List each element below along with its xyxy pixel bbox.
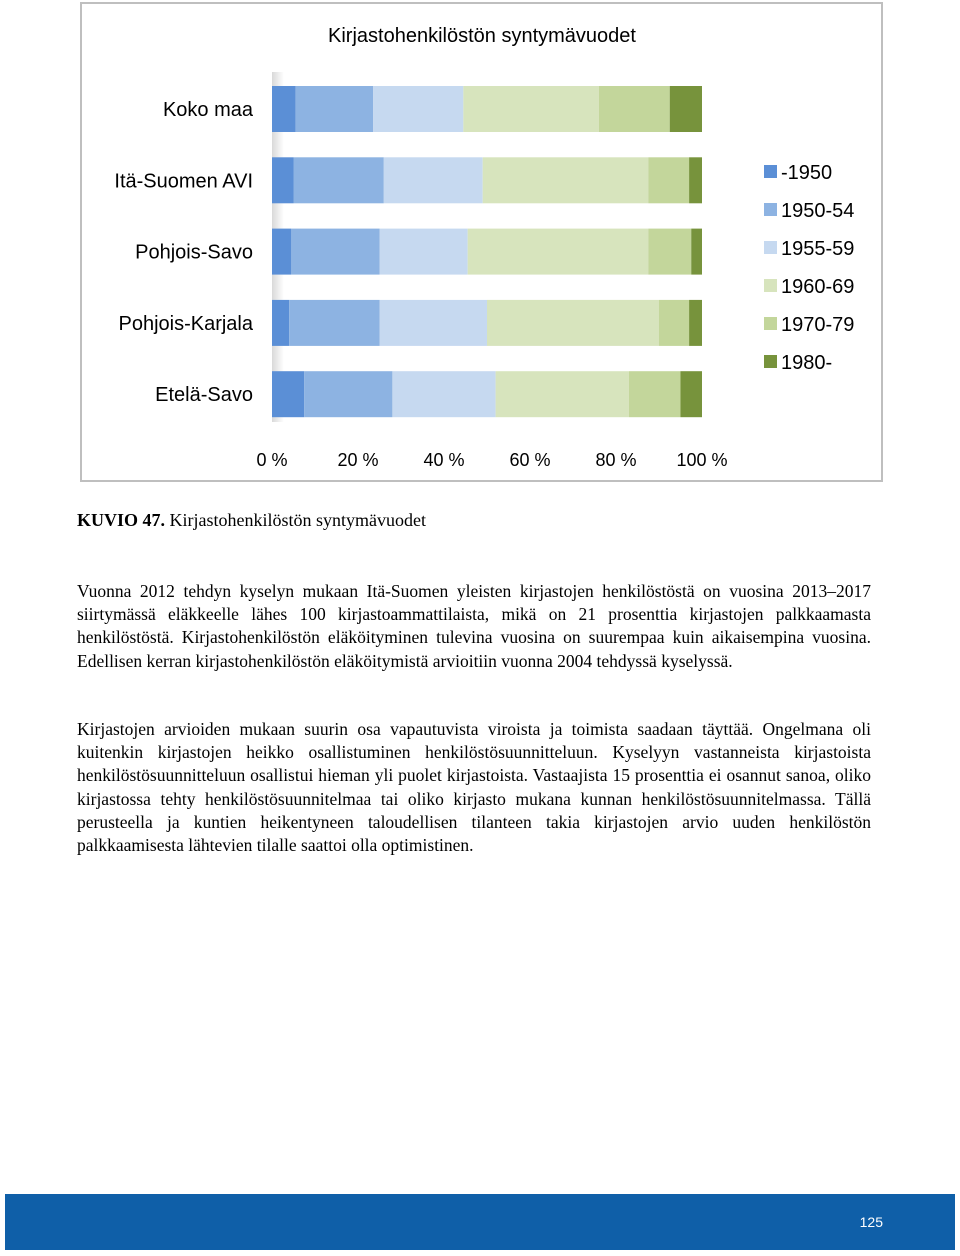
bar-segment	[384, 157, 483, 203]
legend-label: 1950-54	[781, 200, 855, 222]
x-tick-label: 20 %	[337, 450, 379, 470]
bar-segment	[487, 300, 659, 346]
bar-segment	[689, 300, 702, 346]
x-tick-label: 60 %	[509, 450, 551, 470]
bar-segment	[483, 157, 649, 203]
bar-segment	[304, 371, 392, 417]
bar-segment	[296, 86, 373, 132]
bar-segment	[380, 300, 488, 346]
legend-label: 1955-59	[781, 238, 855, 260]
bar-segment	[689, 157, 702, 203]
legend-label: 1970-79	[781, 314, 855, 336]
bar-segment	[289, 300, 379, 346]
footer-bar	[5, 1194, 955, 1250]
bar-segment	[272, 157, 294, 203]
category-label: Pohjois-Savo	[135, 241, 253, 264]
legend-label: 1980-	[781, 352, 833, 374]
category-labels	[114, 99, 253, 406]
category-label: Pohjois-Karjala	[118, 312, 253, 335]
body-paragraph-1: Vuonna 2012 tehdyn kyselyn mukaan Itä-Suomen yleisten kirjastojen henkilöstöstä on vuosina 2013–2017 siirtymässä eläkkeelle lähes 100 kirjastoammattilaista, mikä on 21 prosenttia kirjastojen palkkaamasta henkilöstöstä. Kirjastohenkilöstön eläköityminen tulevina vuosina on suurempaa kuin aikaisempina vuosina. Edellisen kerran kirjastohenkilöstön eläköitymistä arvioitiin vuonna 2004 tehdyssä kyselyssä.	[77, 581, 871, 671]
figure-caption	[77, 510, 426, 531]
bar-segment	[681, 371, 703, 417]
chart-frame	[80, 2, 883, 482]
bar-segment	[691, 229, 702, 275]
legend-swatch	[764, 165, 777, 178]
legend-label: -1950	[781, 162, 833, 184]
bar-segment	[463, 86, 598, 132]
category-label: Itä-Suomen AVI	[114, 170, 253, 193]
bar-segment	[291, 229, 379, 275]
legend-label: 1960-69	[781, 276, 855, 298]
legend-swatch	[764, 241, 777, 254]
bar-segment	[294, 157, 384, 203]
legend-swatch	[764, 355, 777, 368]
legend	[764, 162, 854, 374]
page-number: 125	[859, 1214, 883, 1230]
bars-layer	[272, 86, 702, 417]
bar-segment	[272, 86, 296, 132]
bar-segment	[496, 371, 629, 417]
legend-swatch	[764, 203, 777, 216]
legend-swatch	[764, 317, 777, 330]
stacked-bar-chart	[82, 4, 881, 480]
bar-segment	[670, 86, 702, 132]
bar-segment	[392, 371, 495, 417]
x-tick-label: 0 %	[256, 450, 288, 470]
bar-segment	[272, 371, 304, 417]
bar-segment	[629, 371, 681, 417]
caption-label: KUVIO 47.	[77, 510, 166, 530]
bar-segment	[648, 229, 691, 275]
x-tick-label: 100 %	[676, 450, 728, 470]
chart-title: Kirjastohenkilöstön syntymävuodet	[328, 25, 636, 47]
bar-segment	[373, 86, 463, 132]
bar-segment	[380, 229, 468, 275]
body-paragraph-2: Kirjastojen arvioiden mukaan suurin osa vapautuvista viroista ja toimista saadaan täyttää. Ongelmana oli kuitenkin kirjastojen heikko osallistuminen henkilöstösuunnitteluun. Kyselyyn vastanneista kirjastoista henkilöstösuunnitteluun osallistui hieman yli puolet kirjastoista. Vastaajista 15 prosenttia ei osannut sanoa, oliko kirjastossa tehty henkilöstösuunnitelmaa tai oliko kirjasto mukana kunnan henkilöstösuunnitelmassa. Tällä perusteella ja kuntien heikentyneen taloudellisen tilanteen takia kirjastojen arvio uuden henkilöstön palkkaamisesta lähtevien tilalle saattoi olla optimistinen.	[77, 719, 871, 856]
bar-segment	[468, 229, 649, 275]
bar-segment	[272, 300, 289, 346]
legend-swatch	[764, 279, 777, 292]
x-tick-label: 40 %	[423, 450, 465, 470]
x-tick-label: 80 %	[595, 450, 637, 470]
category-label: Koko maa	[162, 99, 253, 121]
caption-text: Kirjastohenkilöstön syntymävuodet	[165, 510, 426, 530]
bar-segment	[659, 300, 689, 346]
bar-segment	[272, 229, 291, 275]
bar-segment	[599, 86, 670, 132]
x-axis-ticks	[256, 450, 727, 470]
bar-segment	[648, 157, 689, 203]
category-label: Etelä-Savo	[155, 384, 253, 407]
